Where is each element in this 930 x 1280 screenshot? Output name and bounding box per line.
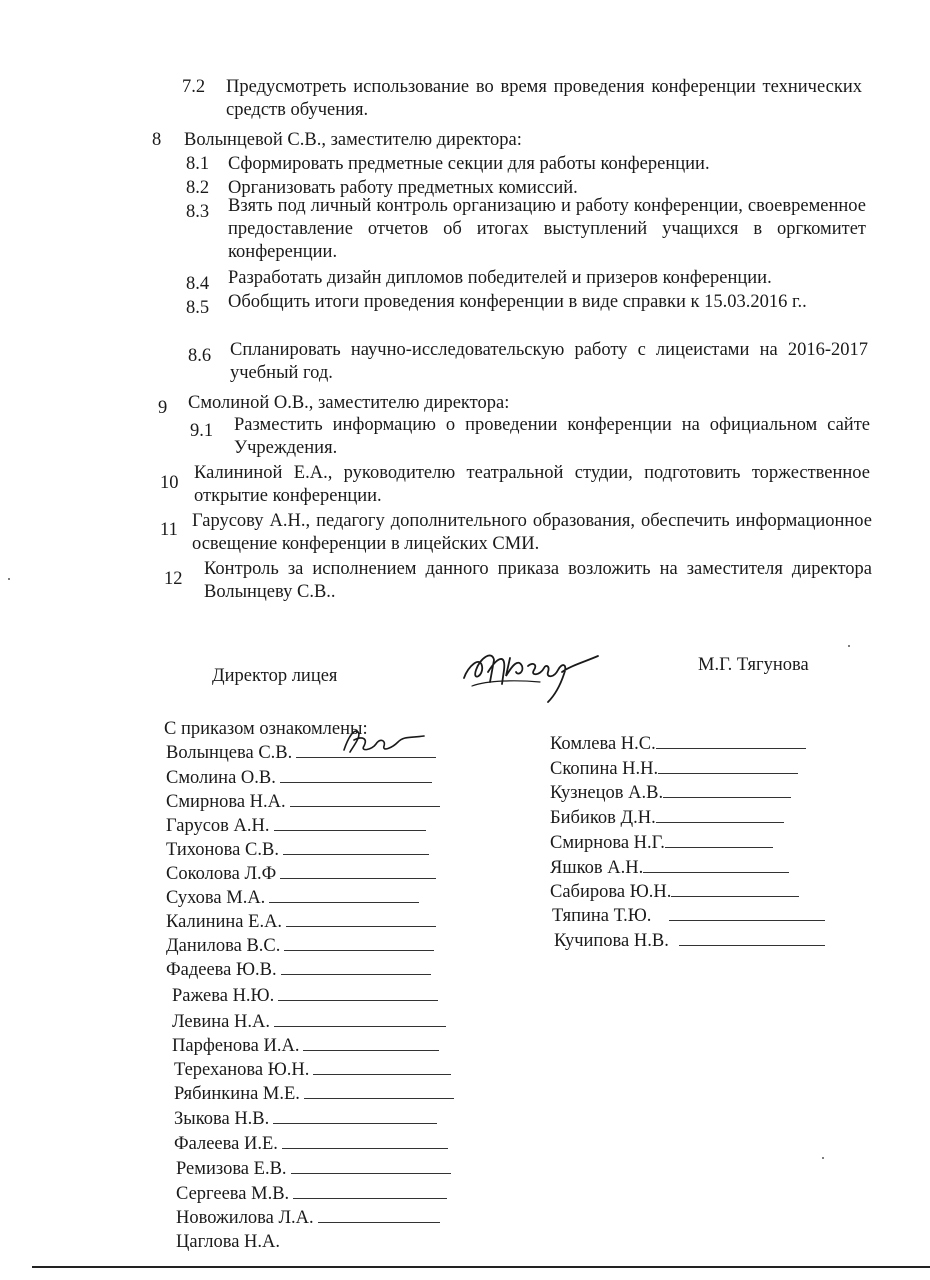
list-item [166, 958, 431, 982]
signature-line [671, 880, 799, 897]
signer-name: Рябинкина М.Е. [174, 1084, 300, 1104]
signature-line [679, 929, 825, 946]
signer-name: Калинина Е.А. [166, 912, 283, 932]
signature-line [293, 1182, 447, 1199]
list-item [176, 1206, 440, 1230]
signer-name: Гарусов А.Н. [166, 816, 270, 836]
signature-line [291, 1157, 451, 1174]
item-number: 9.1 [190, 421, 214, 441]
signer-name: Волынцева С.В. [166, 743, 293, 763]
director-name: М.Г. Тягунова [698, 655, 809, 675]
signer-name: Фалеева И.Е. [174, 1134, 278, 1154]
item-text: Спланировать научно-исследовательскую работу с лицеистами на 2016-2017 учебный год. [230, 340, 868, 383]
item-text: Организовать работу предметных комиссий. [228, 178, 578, 198]
signature-line [281, 958, 431, 975]
list-item [172, 984, 438, 1008]
item-text: Обобщить итоги проведения конференции в виде справки к 15.03.2016 г.. [228, 292, 807, 312]
signer-name: Смолина О.В. [166, 768, 276, 788]
item-number: 8 [152, 130, 162, 150]
signer-name: Бибиков Д.Н. [550, 808, 656, 828]
item-number: 11 [160, 520, 178, 540]
signer-name: Кузнецов А.В. [550, 783, 664, 803]
list-item [554, 929, 825, 953]
list-item [550, 831, 773, 855]
list-item [166, 838, 429, 862]
list-item [550, 732, 806, 756]
scan-speck [822, 1157, 824, 1159]
acquainted-heading: С приказом ознакомлены: [164, 719, 368, 739]
item-text: Смолиной О.В., заместителю директора: [188, 393, 510, 413]
item-number: 8.5 [186, 298, 210, 318]
list-item [550, 806, 784, 830]
signature-line [658, 757, 798, 774]
list-item [166, 814, 426, 838]
item-number: 8.4 [186, 274, 210, 294]
signer-name: Скопина Н.Н. [550, 759, 659, 779]
scan-speck [8, 578, 10, 580]
signer-name: Яшков А.Н. [550, 858, 644, 878]
signature-line [304, 1082, 454, 1099]
signer-name: Тереханова Ю.Н. [174, 1060, 310, 1080]
item-text: Предусмотреть использование во время проведения конференции технических средств обучения. [226, 77, 862, 120]
list-item [552, 904, 825, 928]
list-item [174, 1082, 454, 1106]
director-signature-icon [458, 636, 608, 706]
list-item [166, 910, 436, 934]
item-text: Калининой Е.А., руководителю театральной студии, подготовить торжественное открытие конференции. [194, 463, 870, 506]
director-position: Директор лицея [212, 666, 338, 686]
list-item [550, 781, 791, 805]
item-number: 8.3 [186, 202, 210, 222]
signer-name: Кучипова Н.В. [554, 931, 669, 951]
scan-speck [848, 645, 850, 647]
item-text: Разместить информацию о проведении конференции на официальном сайте Учреждения. [234, 415, 870, 458]
item-text: Волынцевой С.В., заместителю директора: [184, 130, 522, 150]
bottom-rule [32, 1266, 930, 1268]
signature-line [663, 781, 791, 798]
signature-line [274, 1010, 446, 1027]
signature-line [282, 1132, 448, 1149]
signature-line [273, 1107, 437, 1124]
signer-name: Смирнова Н.А. [166, 792, 286, 812]
signature-line [278, 984, 438, 1001]
list-item [166, 886, 419, 910]
signer-name: Сергеева М.В. [176, 1184, 290, 1204]
list-item [172, 1010, 446, 1034]
list-item [176, 1231, 280, 1254]
signer-name: Тихонова С.В. [166, 840, 279, 860]
signature-line [290, 790, 440, 807]
signer-name: Парфенова И.А. [172, 1036, 300, 1056]
signer-signature-icon [334, 724, 434, 758]
signer-name: Смирнова Н.Г. [550, 833, 665, 853]
signer-name: Фадеева Ю.В. [166, 960, 277, 980]
signature-line [286, 910, 436, 927]
list-item [550, 856, 789, 880]
signer-name: Ремизова Е.В. [176, 1159, 287, 1179]
signature-line [283, 838, 429, 855]
item-text: Контроль за исполнением данного приказа возложить на заместителя директора Волынцеву С.В.. [204, 559, 872, 602]
signature-line [669, 904, 825, 921]
signature-line [280, 766, 432, 783]
list-item [174, 1058, 451, 1082]
signer-name: Данилова В.С. [166, 936, 281, 956]
list-item [550, 880, 799, 904]
signer-name: Новожилова Л.А. [176, 1208, 314, 1228]
list-item [172, 1034, 439, 1058]
item-number: 10 [160, 473, 179, 493]
signer-name: Соколова Л.Ф [166, 864, 277, 884]
item-number: 8.1 [186, 154, 210, 174]
item-number: 8.6 [188, 346, 212, 366]
list-item [176, 1157, 451, 1181]
signature-line [656, 732, 806, 749]
signature-line [313, 1058, 451, 1075]
list-item [550, 757, 798, 781]
signer-name: Цаглова Н.А. [176, 1232, 280, 1252]
list-item [166, 934, 434, 958]
signature-line [284, 934, 434, 951]
signature-line [318, 1206, 440, 1223]
item-text: Гарусову А.Н., педагогу дополнительного образования, обеспечить информационное освещение конференции в лицейских СМИ. [192, 511, 872, 554]
signature-line [656, 806, 784, 823]
signer-name: Левина Н.А. [172, 1012, 270, 1032]
list-item [176, 1182, 447, 1206]
signer-name: Тяпина Т.Ю. [552, 906, 652, 926]
item-text: Взять под личный контроль организацию и работу конференции, своевременное предоставление отчетов об итогах выступлений учащихся в оргкомитет конференции. [228, 196, 866, 262]
item-number: 12 [164, 569, 183, 589]
item-number: 8.2 [186, 178, 210, 198]
signer-name: Сабирова Ю.Н. [550, 882, 672, 902]
list-item [166, 790, 440, 814]
signature-line [269, 886, 419, 903]
signer-name: Сухова М.А. [166, 888, 266, 908]
signature-line [280, 862, 436, 879]
list-item [166, 862, 436, 886]
signature-line [274, 814, 426, 831]
item-number: 9 [158, 398, 168, 418]
signature-line [643, 856, 789, 873]
signer-name: Зыкова Н.В. [174, 1109, 270, 1129]
item-number: 7.2 [182, 77, 206, 97]
list-item [166, 766, 432, 790]
signer-name: Ражева Н.Ю. [172, 986, 275, 1006]
signature-line [303, 1034, 439, 1051]
item-text: Сформировать предметные секции для работы конференции. [228, 154, 710, 174]
signer-name: Комлева Н.С. [550, 734, 656, 754]
list-item [174, 1107, 437, 1131]
signature-line [665, 831, 773, 848]
item-text: Разработать дизайн дипломов победителей и призеров конференции. [228, 268, 772, 288]
list-item [174, 1132, 448, 1156]
